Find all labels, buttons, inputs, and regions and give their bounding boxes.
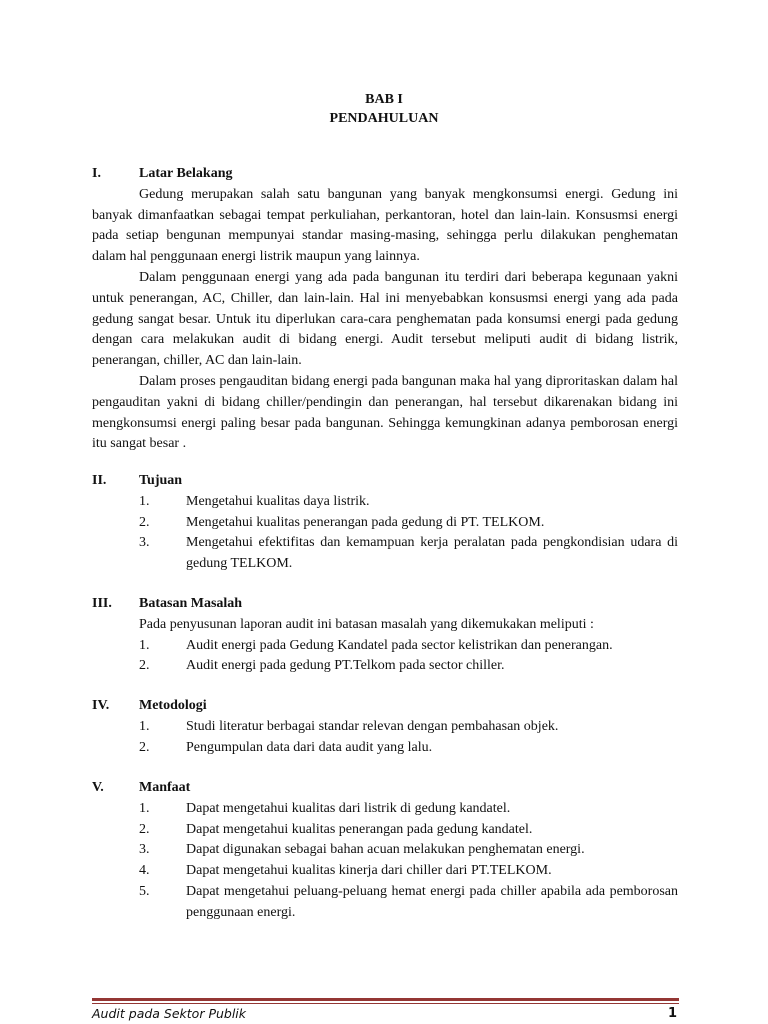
section-heading	[92, 696, 678, 717]
section-title: Metodologi	[139, 698, 207, 713]
list-number: 1.	[139, 637, 150, 653]
list-text: Dapat mengetahui kualitas dari listrik di gedung kandatel.	[186, 800, 511, 816]
list-number: 2.	[139, 739, 150, 755]
list-text: Mengetahui kualitas penerangan pada gedung di PT. TELKOM.	[186, 514, 545, 530]
footer-rule-thin	[92, 1003, 679, 1004]
list-item	[139, 799, 678, 820]
section-number: II.	[92, 473, 107, 488]
list-item	[139, 656, 678, 677]
section-heading	[92, 164, 678, 185]
section-title: Batasan Masalah	[139, 596, 243, 611]
list-number: 1.	[139, 800, 150, 816]
list-item	[139, 840, 678, 861]
list-text: Dapat mengetahui kualitas kinerja dari chiller dari PT.TELKOM.	[186, 863, 552, 879]
list-text: Pengumpulan data dari data audit yang lalu.	[186, 739, 433, 755]
section-manfaat	[92, 778, 678, 924]
list-number: 2.	[139, 658, 150, 674]
list-item	[139, 738, 678, 759]
list-text: Dapat digunakan sebagai bahan acuan melakukan penghematan energi.	[186, 842, 585, 858]
section-title: Latar Belakang	[139, 166, 233, 181]
section-tujuan	[92, 471, 678, 575]
list-number: 2.	[139, 821, 150, 837]
list-item	[139, 820, 678, 841]
list-number: 4.	[139, 863, 150, 879]
section-batasan-masalah	[92, 594, 678, 677]
section-title: Manfaat	[139, 780, 191, 795]
section-latar-belakang	[92, 164, 678, 455]
list-number: 3.	[139, 842, 150, 858]
list-text: Audit energi pada Gedung Kandatel pada sector kelistrikan dan penerangan.	[186, 637, 613, 653]
section-number: I.	[92, 166, 101, 181]
page-number: 1	[668, 1006, 678, 1021]
section-title: Tujuan	[139, 473, 183, 488]
section-heading	[92, 594, 678, 615]
paragraph: Dalam proses pengauditan bidang energi pada bangunan maka hal yang diproritaskan dalam hal pengauditan yakni di bidang chiller/pendingin dan penerangan, hal tersebut dikarenakan bidang ini mengkonsumsi energi paling besar pada bangunan. Sehingga kemungkinan adanya pemborosan energi itu sangat besar .	[92, 373, 678, 452]
list-text: Mengetahui kualitas daya listrik.	[186, 493, 370, 509]
list-text: Dapat mengetahui peluang-peluang hemat energi pada chiller apabila ada pemborosan penggunaan energi.	[186, 883, 678, 920]
section-metodologi	[92, 696, 678, 758]
list-item	[139, 717, 678, 738]
list-number: 1.	[139, 493, 150, 509]
list-number: 3.	[139, 535, 150, 551]
paragraph: Dalam penggunaan energi yang ada pada bangunan itu terdiri dari beberapa kegunaan yakni untuk penerangan, AC, Chiller, dan lain-lain. Hal ini menyebabkan konsusmsi energi yang ada pada gedung sangat besar. Untuk itu diperlukan cara-cara penghematan pada konsumsi energi pada gedung dengan cara melakukan audit di bidang energi. Audit tersebut meliputi audit di bidang listrik, penerangan, chiller, AC dan lain-lain.	[92, 269, 678, 369]
section-number: III.	[92, 596, 112, 611]
paragraph: Gedung merupakan salah satu bangunan yang banyak mengkonsumsi energi. Gedung ini banyak dimanfaatkan sebagai tempat perkuliahan, perkantoran, hotel dan lain-lain. Konsusmsi energi pada setiap bengunan mempunyai standar masing-masing, sehingga perlu dilakukan penghematan dalam hal penggunaan energi listrik maupun yang lainnya.	[92, 186, 678, 265]
footer-rule	[92, 998, 679, 1001]
list-item	[139, 861, 678, 882]
list-number: 1.	[139, 718, 150, 734]
list-item	[139, 492, 678, 513]
list-item	[139, 533, 678, 575]
section-number: IV.	[92, 698, 110, 713]
list-number: 5.	[139, 883, 150, 899]
list-item	[139, 636, 678, 657]
list-text: Studi literatur berbagai standar relevan dengan pembahasan objek.	[186, 718, 559, 734]
section-number: V.	[92, 780, 104, 795]
list-text: Audit energi pada gedung PT.Telkom pada sector chiller.	[186, 658, 505, 674]
list-text: Mengetahui efektifitas dan kemampuan kerja peralatan pada pengkondisian udara di gedung TELKOM.	[186, 535, 678, 572]
list-item	[139, 882, 678, 924]
chapter-title: PENDAHULUAN	[329, 111, 439, 126]
section-intro: Pada penyusunan laporan audit ini batasan masalah yang dikemukakan meliputi :	[139, 616, 594, 632]
list-number: 2.	[139, 514, 150, 530]
section-heading	[92, 471, 678, 492]
list-text: Dapat mengetahui kualitas penerangan pada gedung kandatel.	[186, 821, 533, 837]
list-item	[139, 513, 678, 534]
footer-title: Audit pada Sektor Publik	[92, 1006, 247, 1021]
section-heading	[92, 778, 678, 799]
chapter-label: BAB I	[365, 92, 403, 107]
